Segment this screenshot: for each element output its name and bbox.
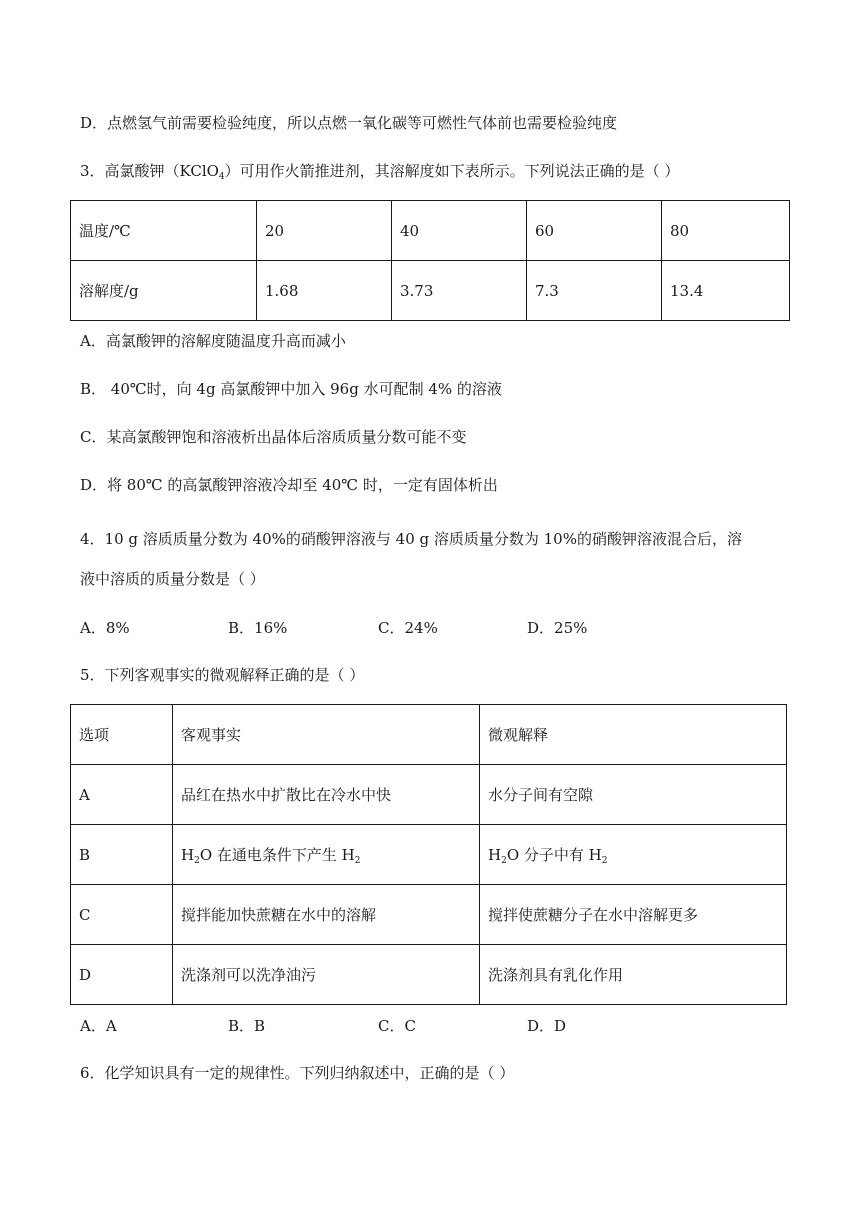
table-cell: 温度/℃ xyxy=(71,201,257,261)
row-option: A xyxy=(71,765,173,825)
explanation-text: O 分子中有 H xyxy=(506,845,602,864)
table-cell: 60 xyxy=(527,201,662,261)
question-6-stem: 6．化学知识具有一定的规律性。下列归纳叙述中，正确的是（ ） xyxy=(80,1064,515,1082)
table-cell: 13.4 xyxy=(662,261,790,321)
row-explanation: 水分子间有空隙 xyxy=(480,765,787,825)
option-a: A．8% xyxy=(80,619,130,637)
table-cell: 7.3 xyxy=(527,261,662,321)
row-option: B xyxy=(71,825,173,885)
option-b: B．B xyxy=(228,1017,266,1035)
table-row xyxy=(71,825,787,885)
question-3-option-b: B． 40℃时，向 4g 高氯酸钾中加入 96g 水可配制 4% 的溶液 xyxy=(80,380,502,398)
formula-subscript: 2 xyxy=(601,855,608,866)
header-explanation: 微观解释 xyxy=(480,705,787,765)
table-cell: 40 xyxy=(392,201,527,261)
table-row xyxy=(71,201,790,261)
solubility-table xyxy=(70,200,790,321)
option-d: D．D xyxy=(527,1017,567,1035)
micro-explanation-table xyxy=(70,704,787,1005)
row-explanation: 洗涤剂具有乳化作用 xyxy=(480,945,787,1005)
option-a: A．A xyxy=(80,1017,117,1035)
option-c: C．C xyxy=(378,1017,416,1035)
table-row xyxy=(71,765,787,825)
header-fact: 客观事实 xyxy=(173,705,480,765)
row-option: D xyxy=(71,945,173,1005)
row-fact xyxy=(173,825,480,885)
table-cell: 溶解度/g xyxy=(71,261,257,321)
table-cell: 3.73 xyxy=(392,261,527,321)
question-3-option-d: D．将 80℃ 的高氯酸钾溶液冷却至 40℃ 时，一定有固体析出 xyxy=(80,476,498,494)
formula-subscript: 2 xyxy=(354,855,361,866)
header-option: 选项 xyxy=(71,705,173,765)
question-3-option-c: C．某高氯酸钾饱和溶液析出晶体后溶质质量分数可能不变 xyxy=(80,428,467,446)
row-option: C xyxy=(71,885,173,945)
table-header-row xyxy=(71,705,787,765)
fact-text: O 在通电条件下产生 H xyxy=(199,845,355,864)
question-3-stem-end: ）可用作火箭推进剂，其溶解度如下表所示。下列说法正确的是（ ） xyxy=(224,162,680,180)
table-cell: 20 xyxy=(257,201,392,261)
fact-text: H xyxy=(181,845,195,864)
table-cell: 80 xyxy=(662,201,790,261)
table-row xyxy=(71,945,787,1005)
row-fact: 搅拌能加快蔗糖在水中的溶解 xyxy=(173,885,480,945)
explanation-text: H xyxy=(488,845,502,864)
question-5-stem: 5．下列客观事实的微观解释正确的是（ ） xyxy=(80,666,365,684)
question-2-option-d: D．点燃氢气前需要检验纯度，所以点燃一氧化碳等可燃性气体前也需要检验纯度 xyxy=(80,114,618,132)
table-cell: 1.68 xyxy=(257,261,392,321)
row-explanation: 搅拌使蔗糖分子在水中溶解更多 xyxy=(480,885,787,945)
option-d: D．25% xyxy=(527,619,588,637)
option-c: C．24% xyxy=(378,619,438,637)
table-row xyxy=(71,885,787,945)
question-4-stem-continued: 液中溶质的质量分数是（ ） xyxy=(80,570,265,588)
question-3-option-a: A．高氯酸钾的溶解度随温度升高而减小 xyxy=(80,332,346,350)
question-3-stem-start: 3．高氯酸钾（KClO xyxy=(80,162,219,180)
formula-subscript: 2 xyxy=(194,855,200,866)
row-fact: 洗涤剂可以洗净油污 xyxy=(173,945,480,1005)
table-row xyxy=(71,261,790,321)
question-3-stem xyxy=(80,160,679,182)
row-fact: 品红在热水中扩散比在冷水中快 xyxy=(173,765,480,825)
formula-subscript: 2 xyxy=(501,855,507,866)
row-explanation xyxy=(480,825,787,885)
question-4-stem: 4．10 g 溶质质量分数为 40%的硝酸钾溶液与 40 g 溶质质量分数为 10%的硝酸钾溶液混合后，溶 xyxy=(80,530,742,548)
option-b: B．16% xyxy=(228,619,288,637)
formula-subscript: 4 xyxy=(218,172,225,182)
